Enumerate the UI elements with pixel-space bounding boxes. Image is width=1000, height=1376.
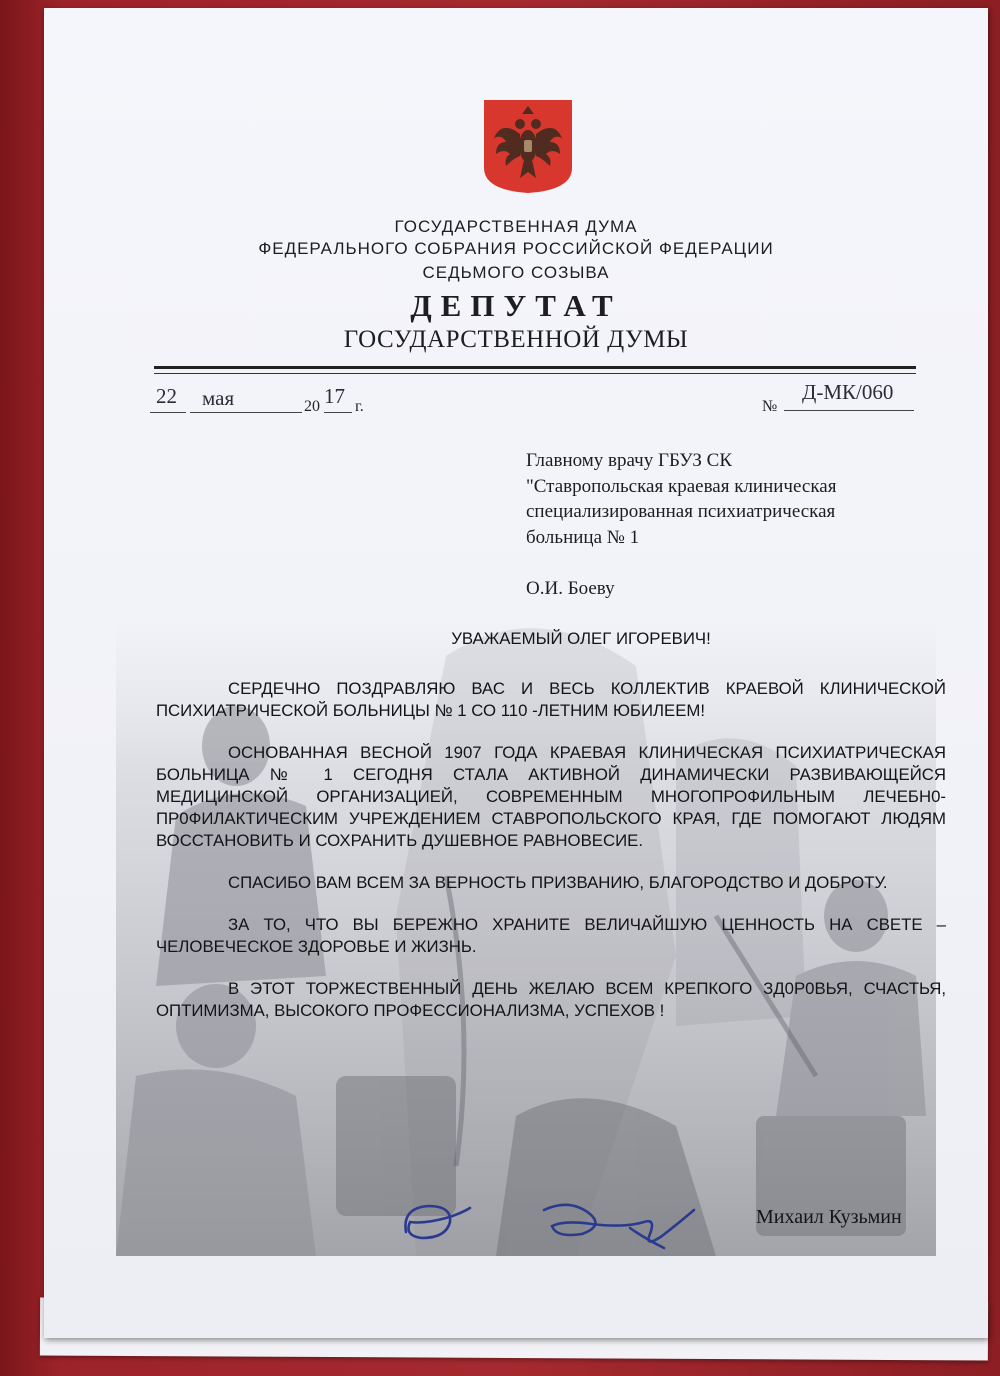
addressee-line: специализированная психиатрическая — [526, 501, 836, 522]
day-underline — [150, 412, 186, 413]
number-sign: № — [762, 398, 778, 415]
letterhead-subtitle: ГОСУДАРСТВЕННОЙ ДУМЫ — [343, 326, 689, 353]
letter-paragraph: СЕРДЕЧНО ПОЗДРАВЛЯЮ ВАС И ВЕСЬ КОЛЛЕКТИВ КРАЕВОЙ КЛИНИЧЕСКОЙ ПСИХИАТРИЧЕСКОЙ БОЛЬНИЦЫ № 1 СО 110 -ЛЕТНИМ ЮБИЛЕЕМ! — [156, 679, 946, 720]
date-month: мая — [202, 386, 235, 410]
salutation: УВАЖАЕМЫЙ ОЛЕГ ИГОРЕВИЧ! — [451, 629, 711, 648]
org-line-3: СЕДЬМОГО СОЗЫВА — [422, 263, 610, 282]
year-underline — [324, 412, 352, 413]
russian-coat-of-arms-icon — [482, 98, 574, 194]
letter-paragraph: СПАСИБО ВАМ ВСЕМ ЗА ВЕРНОСТЬ ПРИЗВАНИЮ, БЛАГОРОДСТВО И ДОБРОТУ. — [228, 873, 888, 892]
addressee-line: "Ставропольская краевая клиническая — [526, 475, 837, 497]
signer-name: Михаил Кузьмин — [756, 1206, 902, 1228]
handwritten-signature — [394, 1188, 724, 1258]
letter-page — [44, 8, 988, 1338]
number-underline — [784, 410, 914, 411]
month-underline — [190, 412, 302, 413]
addressee-line: больница № 1 — [526, 526, 640, 548]
recipient-name: О.И. Боеву — [526, 578, 615, 599]
header-rule-thick — [154, 366, 916, 369]
letter-body — [156, 628, 946, 1042]
org-line-1: ГОСУДАРСТВЕННАЯ ДУМА — [394, 217, 638, 236]
letter-paragraph: В ЭТОТ ТОРЖЕСТВЕННЫЙ ДЕНЬ ЖЕЛАЮ ВСЕМ КРЕПКОГО ЗД0Р0ВЬЯ, СЧАСТЬЯ, ОПТИМИЗМА, ВЫСОКОГО ПРОФЕССИОНАЛИЗМА, УСПЕХОВ ! — [156, 979, 946, 1020]
letterhead-title: ДЕПУТАТ — [410, 288, 622, 323]
outgoing-number: Д-МК/060 — [802, 380, 894, 404]
date-day: 22 — [156, 384, 177, 408]
addressee-block — [526, 448, 836, 550]
year-suffix: 17 — [324, 384, 345, 408]
header-rule-thin — [154, 373, 916, 374]
letter-paragraph: ЗА ТО, ЧТО ВЫ БЕРЕЖНО ХРАНИТЕ ВЕЛИЧАЙШУЮ ЦЕННОСТЬ НА СВЕТЕ – ЧЕЛОВЕЧЕСКОЕ ЗДОРОВЬЕ И ЖИЗНЬ. — [156, 915, 946, 956]
addressee-line: Главному врачу ГБУЗ СК — [526, 450, 733, 471]
org-line-2: ФЕДЕРАЛЬНОГО СОБРАНИЯ РОССИЙСКОЙ ФЕДЕРАЦИИ — [258, 239, 774, 258]
letter-paragraph: ОСНОВАННАЯ ВЕСНОЙ 1907 ГОДА КРАЕВАЯ КЛИНИЧЕСКАЯ ПСИХИАТРИЧЕСКАЯ БОЛЬНИЦА № 1 СЕГОДНЯ СТАЛА АКТИВНОЙ ДИНАМИЧЕСКИ РАЗВИВАЮЩЕЙСЯ МЕДИЦИНСКОЙ ОРГАНИЗАЦИЕЙ, СОВРЕМЕННЫМ МНОГОПРОФИЛЬНЫМ ЛЕЧЕБН0-ПР0ФИЛАКТИЧЕСКИМ УЧРЕЖДЕНИЕМ СТАВРОПОЛЬСКОГО КРАЯ, ГДЕ ПОМОГАЮТ ЛЮДЯМ ВОССТАНОВИТЬ И СОХРАНИТЬ ДУШЕВНОЕ РАВНОВЕСИЕ. — [156, 743, 946, 850]
year-mark: г. — [355, 398, 364, 415]
year-prefix: 20 — [304, 398, 320, 415]
